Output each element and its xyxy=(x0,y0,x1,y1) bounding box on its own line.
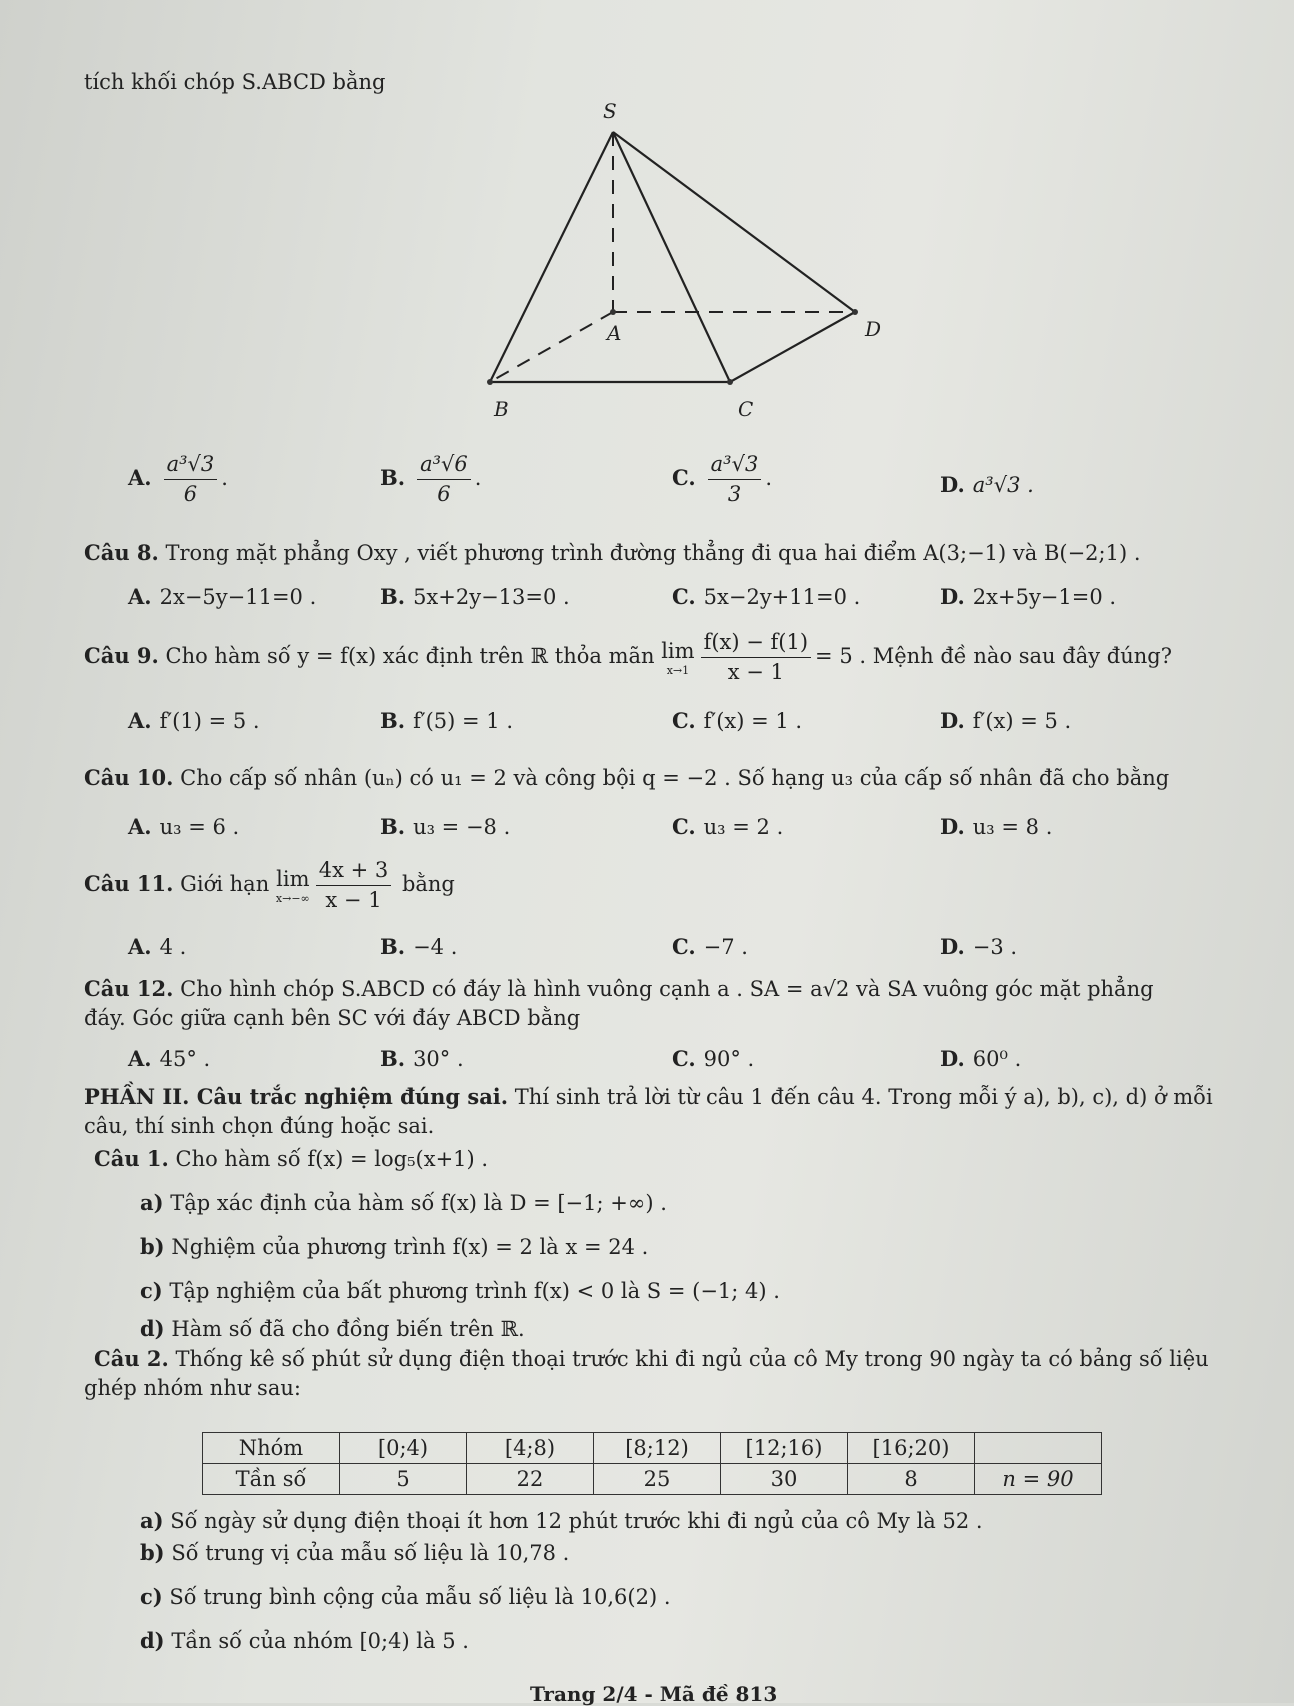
p2q1-text: Câu 1. Cho hàm số f(x) = log₅(x+1) . xyxy=(94,1146,489,1171)
q12-option-c: C. 90° . xyxy=(672,1046,755,1071)
table-cell: 25 xyxy=(594,1464,721,1495)
q10-option-c: C. u₃ = 2 . xyxy=(672,814,784,839)
p2q1-item-b: b) Nghiệm của phương trình f(x) = 2 là x = 24 . xyxy=(140,1234,649,1259)
q10-text: Câu 10. Cho cấp số nhân (uₙ) có u₁ = 2 và công bội q = −2 . Số hạng u₃ của cấp số nhân đã cho bằng xyxy=(84,765,1170,790)
q10-option-d: D. u₃ = 8 . xyxy=(940,814,1053,839)
edge-SC xyxy=(613,132,730,382)
table-cell: [12;16) xyxy=(721,1433,848,1464)
table-cell: 8 xyxy=(848,1464,975,1495)
p2q2-line1: Câu 2. Thống kê số phút sử dụng điện thoại trước khi đi ngủ của cô My trong 90 ngày ta có bảng số liệu xyxy=(94,1346,1209,1371)
table-row xyxy=(203,1433,1102,1464)
table-cell: 5 xyxy=(340,1464,467,1495)
q12-line2: đáy. Góc giữa cạnh bên SC với đáy ABCD bằng xyxy=(84,1006,581,1030)
q7-option-d: D. a³√3 . xyxy=(940,472,1034,497)
table-cell: [8;12) xyxy=(594,1433,721,1464)
q8-option-c: C. 5x−2y+11=0 . xyxy=(672,584,861,609)
q7-option-a: A. $\frac{\text{a³√3}}{6}$ . xyxy=(128,452,228,507)
q12-option-b: B. 30° . xyxy=(380,1046,464,1071)
frequency-table xyxy=(202,1432,1102,1495)
label-B: B xyxy=(494,397,509,421)
q10-option-a: A. u₃ = 6 . xyxy=(128,814,240,839)
page-footer: Trang 2/4 - Mã đề 813 xyxy=(530,1682,778,1706)
q8-option-d: D. 2x+5y−1=0 . xyxy=(940,584,1117,609)
label-D: D xyxy=(865,317,882,341)
table-cell: [0;4) xyxy=(340,1433,467,1464)
q8-option-a: A. 2x−5y−11=0 . xyxy=(128,584,317,609)
q7-option-c: C. $\frac{\text{a³√3}}{3}$ . xyxy=(672,452,773,507)
table-cell: Nhóm xyxy=(203,1433,340,1464)
label-S: S xyxy=(603,100,617,123)
q8-option-b: B. 5x+2y−13=0 . xyxy=(380,584,570,609)
label-C: C xyxy=(738,397,754,421)
q7-option-b: B. $\frac{\text{a³√6}}{6}$ . xyxy=(380,452,482,507)
label-A: A xyxy=(607,321,622,345)
q11-option-a: A. 4 . xyxy=(128,934,187,959)
table-cell: 30 xyxy=(721,1464,848,1495)
p2q2-item-c: c) Số trung bình cộng của mẫu số liệu là 10,6(2) . xyxy=(140,1584,671,1609)
q12-option-d: D. 60⁰ . xyxy=(940,1046,1022,1071)
p2q2-line2: ghép nhóm như sau: xyxy=(84,1376,301,1400)
q11-option-d: D. −3 . xyxy=(940,934,1018,959)
table-cell xyxy=(975,1433,1102,1464)
q11-option-c: C. −7 . xyxy=(672,934,748,959)
table-cell: Tần số xyxy=(203,1464,340,1495)
table-row xyxy=(203,1464,1102,1495)
q9-option-a: A. f′(1) = 5 . xyxy=(128,708,260,733)
p2q2-item-b: b) Số trung vị của mẫu số liệu là 10,78 . xyxy=(140,1540,570,1565)
part2-line1: PHẦN II. Câu trắc nghiệm đúng sai. Thí sinh trả lời từ câu 1 đến câu 4. Trong mỗi ý a), b), c), d) ở mỗi xyxy=(84,1084,1213,1109)
pyramid-figure xyxy=(470,100,890,430)
part2-line2: câu, thí sinh chọn đúng hoặc sai. xyxy=(84,1114,435,1138)
q8-text: Câu 8. Trong mặt phẳng Oxy , viết phương trình đường thẳng đi qua hai điểm A(3;−1) và B(−2;1) . xyxy=(84,540,1141,565)
p2q2-item-d: d) Tần số của nhóm [0;4) là 5 . xyxy=(140,1628,469,1653)
p2q1-item-a: a) Tập xác định của hàm số f(x) là D = [−1; +∞) . xyxy=(140,1190,667,1215)
q9-text: Câu 9. Cho hàm số y = f(x) xác định trên ℝ thỏa mãn lim x→1 $\frac{f(x) - f(1)}{x - 1}$ = 5 . Mệnh đề nào sau đây đúng? xyxy=(84,630,1172,685)
q12-option-a: A. 45° . xyxy=(128,1046,211,1071)
p2q1-item-c: c) Tập nghiệm của bất phương trình f(x) < 0 là S = (−1; 4) . xyxy=(140,1278,780,1303)
edge-CD xyxy=(730,312,855,382)
edge-SD xyxy=(613,132,855,312)
table-cell: n = 90 xyxy=(975,1464,1102,1495)
edge-SB xyxy=(490,132,613,382)
q9-option-d: D. f′(x) = 5 . xyxy=(940,708,1072,733)
q11-option-b: B. −4 . xyxy=(380,934,458,959)
p2q2-item-a: a) Số ngày sử dụng điện thoại ít hơn 12 phút trước khi đi ngủ của cô My là 52 . xyxy=(140,1508,983,1533)
q10-option-b: B. u₃ = −8 . xyxy=(380,814,511,839)
edge-AB xyxy=(490,312,613,382)
table-cell: 22 xyxy=(467,1464,594,1495)
q9-option-c: C. f′(x) = 1 . xyxy=(672,708,803,733)
intro-text: tích khối chóp S.ABCD bằng xyxy=(84,70,386,94)
table-cell: [4;8) xyxy=(467,1433,594,1464)
q9-option-b: B. f′(5) = 1 . xyxy=(380,708,514,733)
q11-text: Câu 11. Giới hạn lim x→−∞ $\frac{4x + 3}{x - 1}$ bằng xyxy=(84,858,455,913)
table-cell: [16;20) xyxy=(848,1433,975,1464)
q12-line1: Câu 12. Cho hình chóp S.ABCD có đáy là hình vuông cạnh a . SA = a√2 và SA vuông góc mặt phẳng xyxy=(84,976,1154,1001)
p2q1-item-d: d) Hàm số đã cho đồng biến trên ℝ. xyxy=(140,1316,525,1341)
